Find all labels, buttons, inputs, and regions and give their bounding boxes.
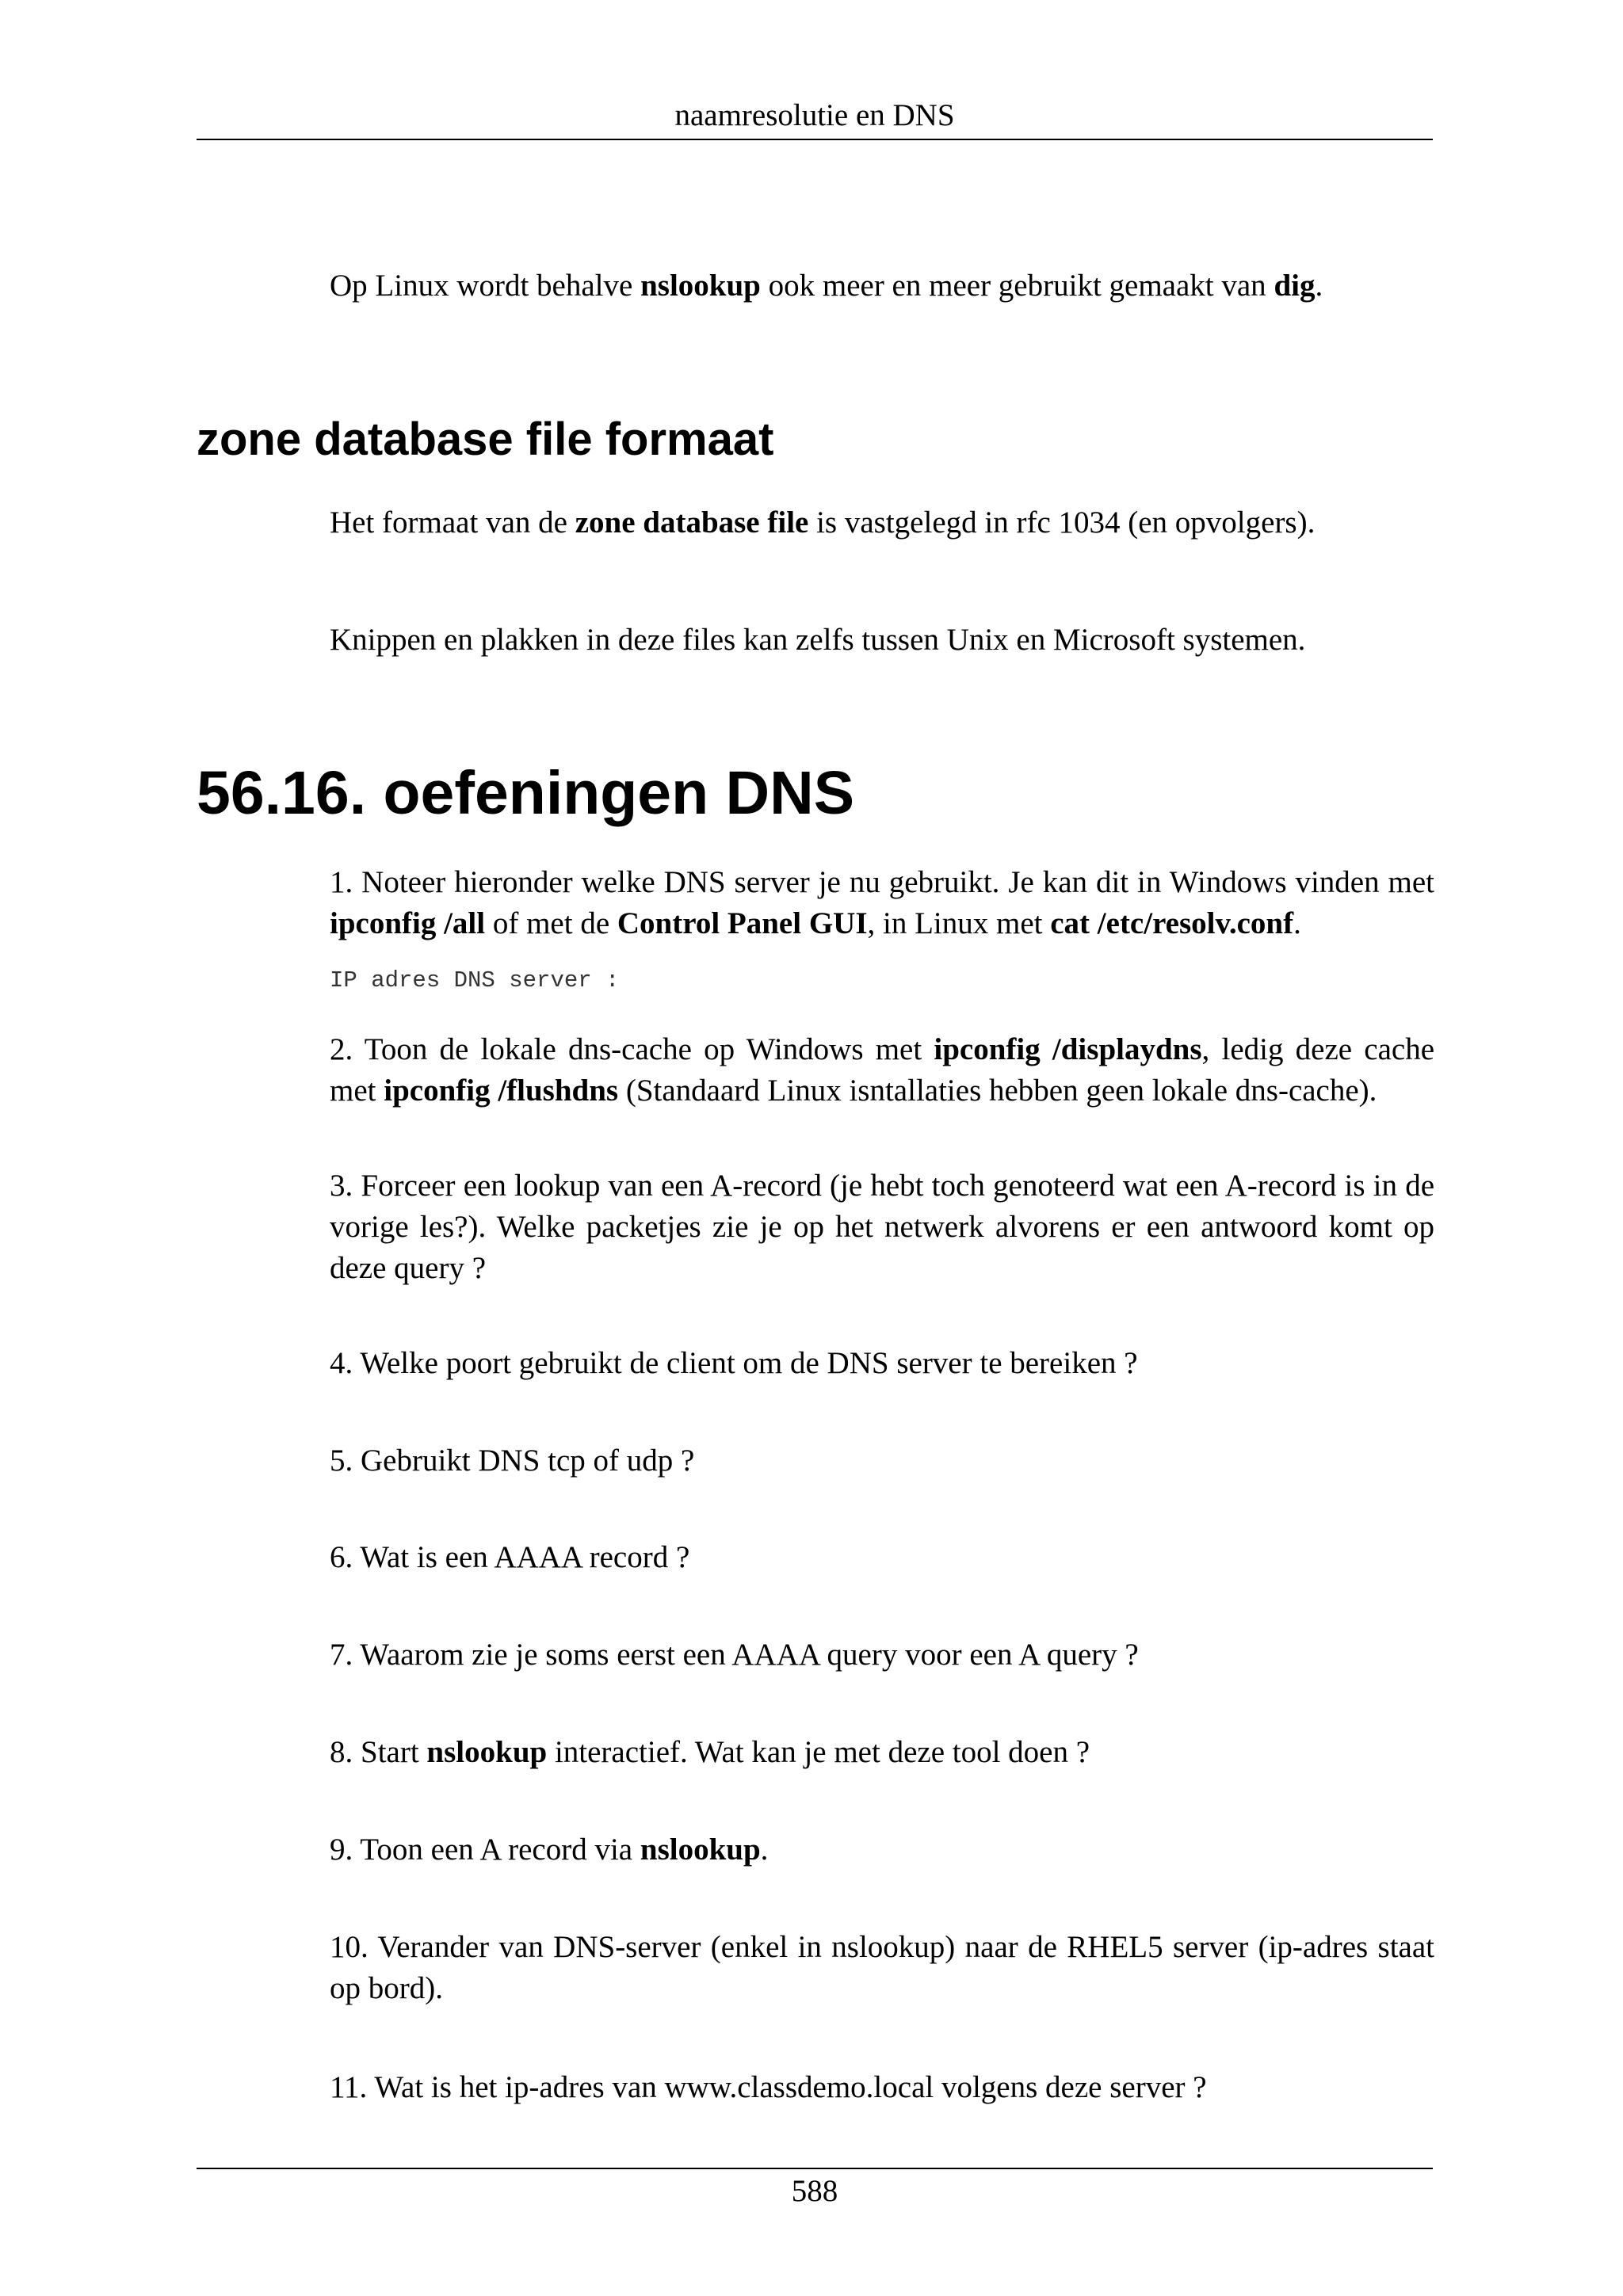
exercise-7: 7. Waarom zie je soms eerst een AAAA query voor een A query ? xyxy=(330,1638,1139,1672)
zone-paragraph-2: Knippen en plakken in deze files kan zelfs tussen Unix en Microsoft systemen. xyxy=(330,623,1306,657)
exercise-10: 10. Verander van DNS-server (enkel in nslookup) naar de RHEL5 server (ip-adres staat op bord). xyxy=(330,1930,1434,2005)
header-rule xyxy=(197,139,1433,140)
exercise-5: 5. Gebruikt DNS tcp of udp ? xyxy=(330,1444,695,1478)
chapter-heading-exercises: 56.16. oefeningen DNS xyxy=(197,759,855,827)
exercise-11: 11. Wat is het ip-adres van www.classdemo.local volgens deze server ? xyxy=(330,2070,1207,2104)
page-number: 588 xyxy=(791,2174,838,2208)
running-header: naamresolutie en DNS xyxy=(674,98,955,132)
exercise-3: 3. Forceer een lookup van een A-record (je hebt toch genoteerd wat een A-record is in de vorige les?). Welke packetjes zie je op het netwerk alvorens er een antwoord komt op deze query ? xyxy=(330,1169,1434,1285)
exercise-6: 6. Wat is een AAAA record ? xyxy=(330,1540,690,1574)
zone-paragraph-1: Het formaat van de zone database file is vastgelegd in rfc 1034 (en opvolgers). xyxy=(330,505,1316,540)
exercise-8: 8. Start nslookup interactief. Wat kan je met deze tool doen ? xyxy=(330,1735,1090,1769)
ip-answer-line: IP adres DNS server : xyxy=(330,967,620,994)
exercise-2: 2. Toon de lokale dns-cache op Windows met ipconfig /displaydns, ledig deze cache met ipconfig /flushdns (Standaard Linux isntallaties hebben geen lokale dns-cache). xyxy=(330,1032,1435,1108)
intro-paragraph: Op Linux wordt behalve nslookup ook meer en meer gebruikt gemaakt van dig. xyxy=(330,269,1323,303)
section-heading-zone: zone database file formaat xyxy=(197,414,774,465)
exercise-9: 9. Toon een A record via nslookup. xyxy=(330,1833,769,1867)
exercise-4: 4. Welke poort gebruikt de client om de DNS server te bereiken ? xyxy=(330,1346,1138,1380)
exercise-1: 1. Noteer hieronder welke DNS server je nu gebruikt. Je kan dit in Windows vinden met ipconfig /all of met de Control Panel GUI, in Linux met cat /etc/resolv.conf. xyxy=(330,865,1434,940)
